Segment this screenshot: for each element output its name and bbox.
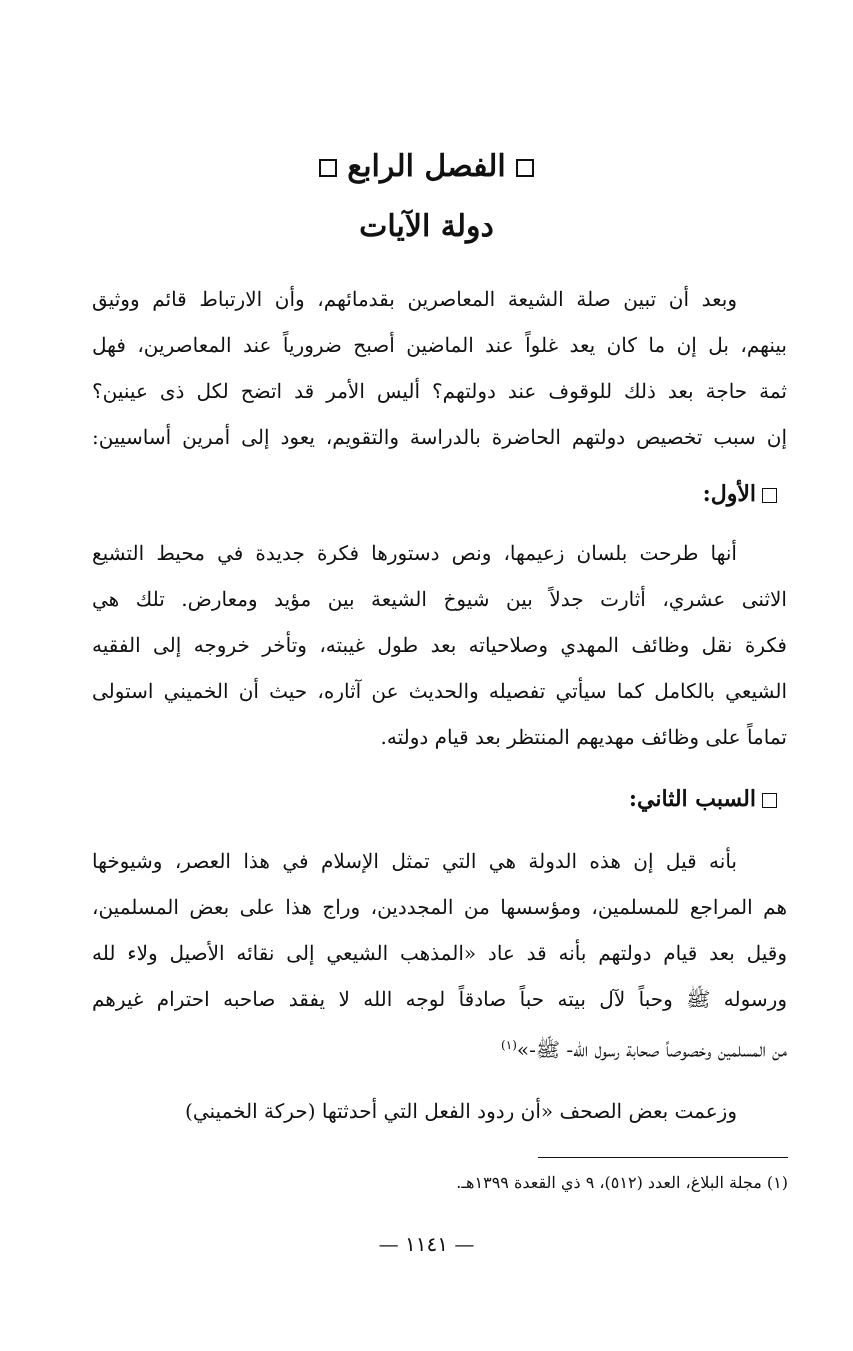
text-line: أنها طرحت بلسان زعيمها، ونص دستورها فكرة جديدة في محيط التشيع xyxy=(92,541,737,565)
text-line: بأنه قيل إن هذه الدولة هي التي تمثل الإسلام في هذا العصر، وشيوخها xyxy=(92,849,737,873)
text-line: فكرة نقل وظائف المهدي وصلاحياته بعد طول غيبته، وتأخر خروجه إلى الفقيه xyxy=(92,633,787,657)
square-ornament-icon xyxy=(762,488,777,503)
text-line: إن سبب تخصيص دولتهم الحاضرة بالدراسة والتقويم، يعود إلى أمرين أساسيين: xyxy=(92,425,787,449)
chapter-subtitle: دولة الآيات xyxy=(359,209,494,244)
square-ornament-icon xyxy=(319,159,337,177)
text-line: ورسوله ﷺ وحباً لآل بيته حباً صادقاً لوجه الله لا يفقد صاحبه احترام غيرهم xyxy=(92,987,787,1011)
chapter-title-text: الفصل الرابع xyxy=(347,149,506,184)
section-heading-second xyxy=(629,779,781,819)
text-line xyxy=(92,1022,787,1068)
page-number: — ١١٤١ — xyxy=(378,1232,475,1256)
text-line: ثمة حاجة بعد ذلك للوقوف عند دولتهم؟ أليس الأمر قد اتضح لكل ذى عينين؟ xyxy=(92,379,787,403)
section-heading-text: السبب الثاني: xyxy=(628,786,756,812)
footnote-divider xyxy=(538,1157,788,1158)
text-line: الاثنى عشري، أثارت جدلاً بين شيوخ الشيعة بين مؤيد ومعارض. تلك هي xyxy=(92,587,787,611)
text-line: وبعد أن تبين صلة الشيعة المعاصرين بقدمائهم، وأن الارتباط قائم ووثيق xyxy=(92,287,737,311)
footnote-reference: (١) xyxy=(501,1038,517,1052)
section-heading-text: الأول: xyxy=(702,481,756,507)
paragraph-continued xyxy=(92,1088,787,1134)
text-line: وزعمت بعض الصحف «أن ردود الفعل التي أحدثتها (حركة الخميني) xyxy=(185,1099,737,1123)
paragraph-second-reason xyxy=(92,838,787,1068)
square-ornament-icon xyxy=(762,793,777,808)
text-line: تماماً على وظائف مهديهم المنتظر بعد قيام دولته. xyxy=(380,725,787,749)
text-line: الشيعي بالكامل كما سيأتي تفصيله والحديث عن آثاره، حيث أن الخميني استولى xyxy=(92,679,787,703)
text-line: هم المراجع للمسلمين، ومؤسسها من المجددين، وراج هذا على بعض المسلمين، xyxy=(92,895,787,919)
section-heading-first xyxy=(703,474,781,514)
paragraph-first-reason xyxy=(92,530,787,760)
square-ornament-icon xyxy=(516,159,534,177)
text-line-content: من المسلمين وخصوصاً صحابة رسول الله- ﷺ-» xyxy=(516,1037,787,1062)
footnote: (١) مجلة البلاغ، العدد (٥١٢)، ٩ ذي القعدة ١٣٩٩هـ. xyxy=(456,1173,788,1192)
chapter-title xyxy=(0,142,853,192)
paragraph-intro xyxy=(92,276,787,460)
text-line: بينهم، بل إن ما كان يعد غلواً عند الماضين أصبح ضرورياً عند المعاصرين، فهل xyxy=(92,333,787,357)
text-line: وقيل بعد قيام دولتهم بأنه قد عاد «المذهب الشيعي إلى نقائه الأصيل ولاء لله xyxy=(92,941,787,965)
